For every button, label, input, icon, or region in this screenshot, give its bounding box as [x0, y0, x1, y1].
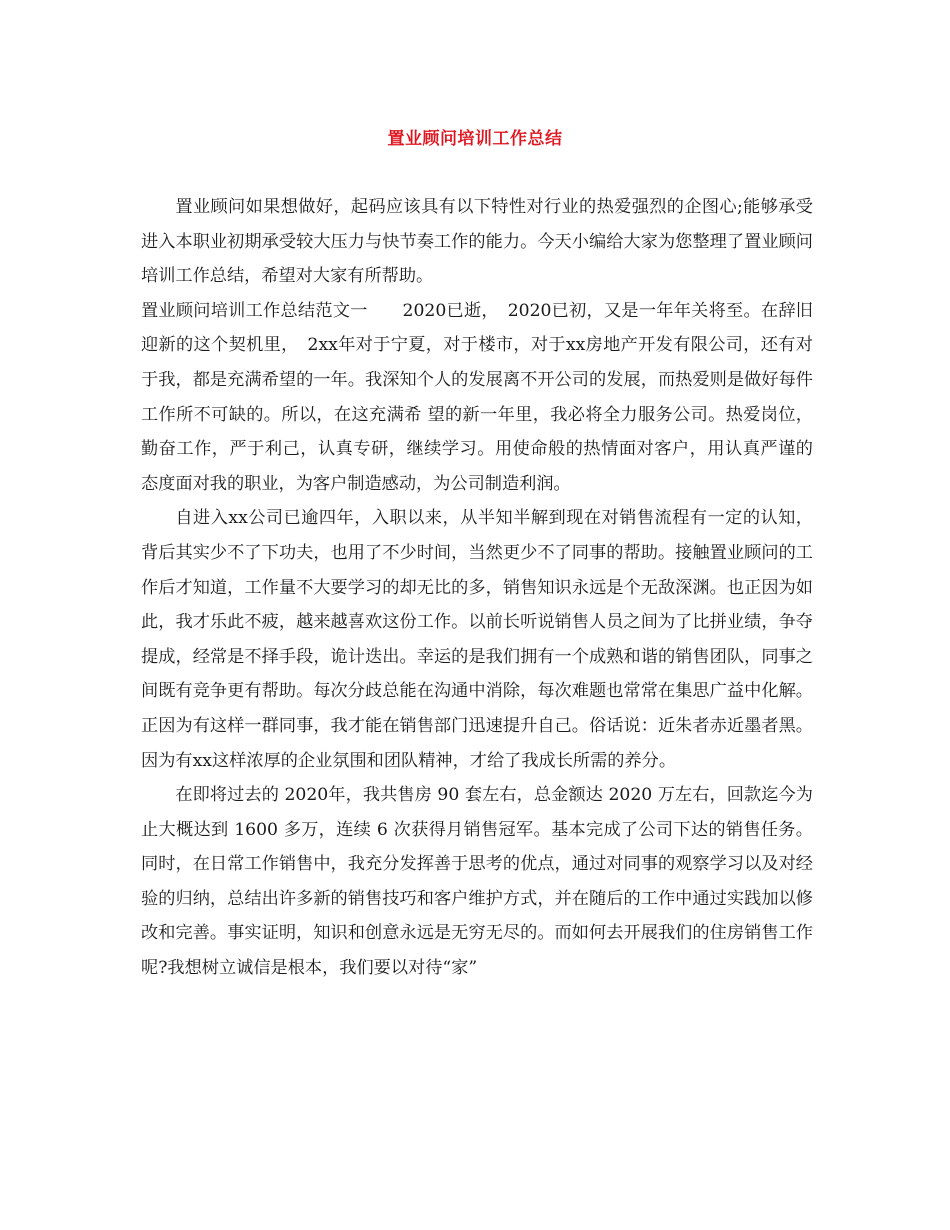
document-body — [141, 190, 813, 986]
results-paragraph: 在即将过去的 2020年，我共售房 90 套左右，总金额达 2020 万左右，回款迄今为止大概达到 1600 多万，连续 6 次获得月销售冠军。基本完成了公司下达的销售任务。同时，在日常工作销售中，我充分发挥善于思考的优点，通过对同事的观察学习以及对经验的归纳，总结出许多新的销售技巧和客户维护方式，并在随后的工作中通过实践加以修改和完善。事实证明，知识和创意永远是无穷无尽的。而如何去开展我们的住房销售工作呢?我想树立诚信是根本，我们要以对待“家” — [141, 785, 813, 979]
intro-paragraph: 置业顾问如果想做好，起码应该具有以下特性对行业的热爱强烈的企图心;能够承受进入本职业初期承受较大压力与快节奏工作的能力。今天小编给大家为您整理了置业顾问培训工作总结，希望对大家有所帮助。 — [141, 197, 813, 287]
experience-paragraph: 自进入xx公司已逾四年，入职以来，从半知半解到现在对销售流程有一定的认知，背后其实少不了下功夫，也用了不少时间，当然更少不了同事的帮助。接触置业顾问的工作后才知道，工作量不大要学习的却无比的多，销售知识永远是个无敌深渊。也正因为如此，我才乐此不疲，越来越喜欢这份工作。以前长听说销售人员之间为了比拼业绩，争夺提成，经常是不择手段，诡计迭出。幸运的是我们拥有一个成熟和谐的销售团队，同事之间既有竞争更有帮助。每次分歧总能在沟通中消除，每次难题也常常在集思广益中化解。正因为有这样一群同事，我才能在销售部门迅速提升自己。俗话说：近朱者赤近墨者黑。因为有xx这样浓厚的企业氛围和团队精神，才给了我成长所需的养分。 — [141, 508, 813, 771]
sample-one-paragraph: 置业顾问培训工作总结范文一 2020已逝， 2020已初，又是一年年关将至。在辞旧迎新的这个契机里， 2xx年对于宁夏，对于楼市，对于xx房地产开发有限公司，还有对于我，都是充满希望的一年。我深知个人的发展离不开公司的发展，而热爱则是做好每件工作所不可缺的。所以，在这充满希 望的新一年里，我必将全力服务公司。热爱岗位，勤奋工作，严于利己，认真专研，继续学习。用使命般的热情面对客户，用认真严谨的 态度面对我的职业，为客户制造感动，为公司制造利润。 — [141, 300, 813, 494]
document-title: 置业顾问培训工作总结 — [387, 129, 563, 149]
